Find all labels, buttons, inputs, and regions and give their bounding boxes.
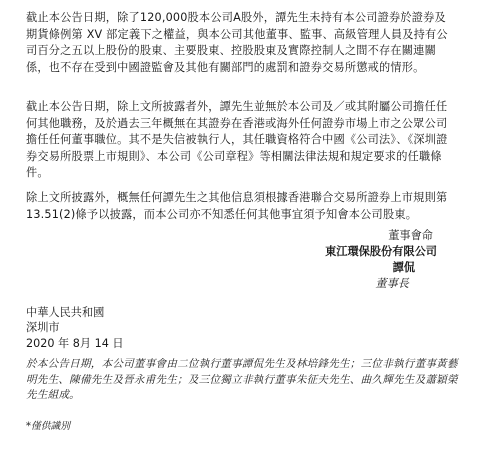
country-line: 中華人民共和國	[26, 306, 105, 319]
signatory-role: 董事長	[375, 277, 409, 290]
date-line: 2020 年 8月 14 日	[26, 336, 124, 350]
company-name: 東江環保股份有限公司	[325, 245, 437, 258]
paragraph-shareholding-disclosure: 截止本公告日期，除了120,000股本公司A股外，譚先生未持有本公司證券於證券及期貨條例第 XV 部定義下之權益，與本公司其他董事、監事、高級管理人員及持有公司百分之五以上股份的股東、主要股東、控股股東及實際控制人之間不存在關連關係，也不存在受到中國證監會及其他有關部門的處罰和證券交易所懲戒的情形。	[26, 11, 448, 74]
signature-block	[325, 228, 437, 292]
city-line: 深圳市	[26, 321, 60, 335]
place-and-date	[26, 305, 124, 351]
identification-footnote: *僅供識別	[26, 421, 71, 432]
paragraph-listing-rules-disclosure: 除上文所披露外，概無任何譚先生之其他信息須根據香港聯合交易所證券上市規則第 13.51(2)條予以披露，而本公司亦不知悉任何其他事宜須予知會本公司股東。	[26, 191, 448, 221]
signatory-name: 譚侃	[392, 261, 415, 274]
paragraph-other-positions: 截止本公告日期，除上文所披露者外，譚先生並無於本公司及／或其附屬公司擔任任何其他職務，及於過去三年概無在其證券在香港或海外任何證券市場上市之公眾公司擔任任何董事職位。其不是失信被執行人，其任職資格符合中國《公司法》、《深圳證券交易所股票上市規則》、本公司《公司章程》等相關法律法規和規定要求的任職條件。	[26, 100, 448, 180]
on-behalf-of-board: 董事會命	[388, 229, 433, 242]
board-composition-note: 於本公告日期，本公司董事會由二位執行董事譚侃先生及林培鋒先生；三位非執行董事黃藝明先生、陳備先生及晉永甫先生；及三位獨立非執行董事朱征夫先生、曲久輝先生及蕭穎榮先生組成。	[26, 358, 458, 402]
